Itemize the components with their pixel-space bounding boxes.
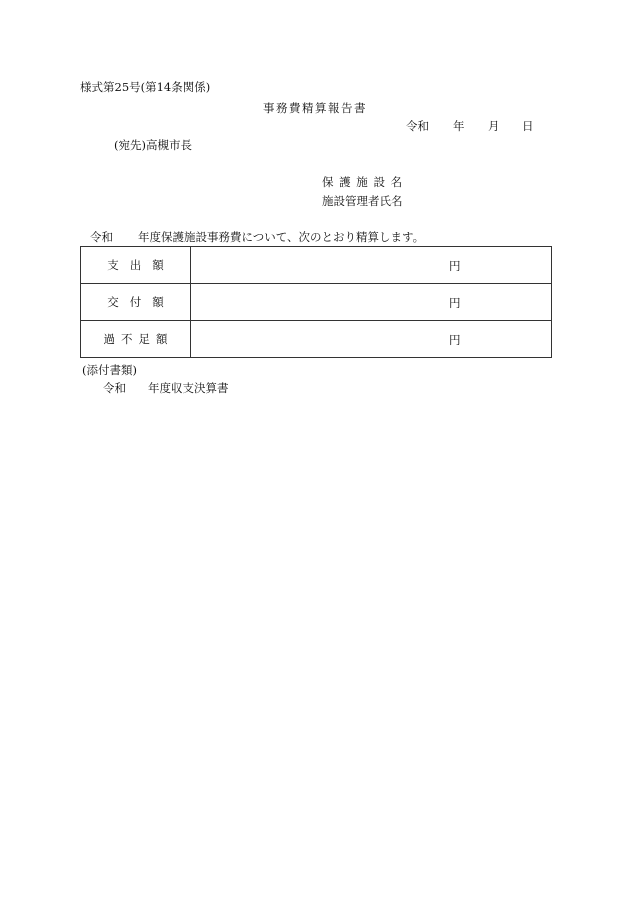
facility-name-label: 保 護 施 設 名 bbox=[322, 175, 404, 189]
document-title: 事務費精算報告書 bbox=[263, 101, 367, 115]
table-row-grant bbox=[81, 284, 552, 321]
table-row-expenditure bbox=[81, 247, 552, 284]
expenditure-label: 支出額 bbox=[81, 247, 191, 284]
table-row-difference bbox=[81, 321, 552, 358]
statement-era: 令和 bbox=[90, 230, 113, 244]
statement-text: 年度保護施設事務費について、次のとおり精算します。 bbox=[138, 230, 425, 244]
difference-amount-field bbox=[191, 321, 552, 358]
expenditure-amount-field bbox=[191, 247, 552, 284]
grant-amount-field bbox=[191, 284, 552, 321]
settlement-table bbox=[80, 246, 552, 358]
difference-label: 過不足額 bbox=[81, 321, 191, 358]
currency-unit: 円 bbox=[449, 259, 461, 273]
currency-unit: 円 bbox=[449, 333, 461, 347]
manager-name-label: 施設管理者氏名 bbox=[322, 194, 403, 208]
date-year: 年 bbox=[453, 119, 465, 133]
date-day: 日 bbox=[522, 119, 534, 133]
addressee: (宛先)高槻市長 bbox=[114, 138, 192, 152]
date-era: 令和 bbox=[406, 119, 429, 133]
attachment-era: 令和 bbox=[103, 381, 126, 395]
currency-unit: 円 bbox=[449, 296, 461, 310]
date-month: 月 bbox=[488, 119, 500, 133]
attachment-text: 年度収支決算書 bbox=[148, 381, 229, 395]
attachments-heading: (添付書類) bbox=[82, 363, 137, 377]
grant-label: 交付額 bbox=[81, 284, 191, 321]
form-number: 様式第25号(第14条関係) bbox=[80, 80, 211, 94]
